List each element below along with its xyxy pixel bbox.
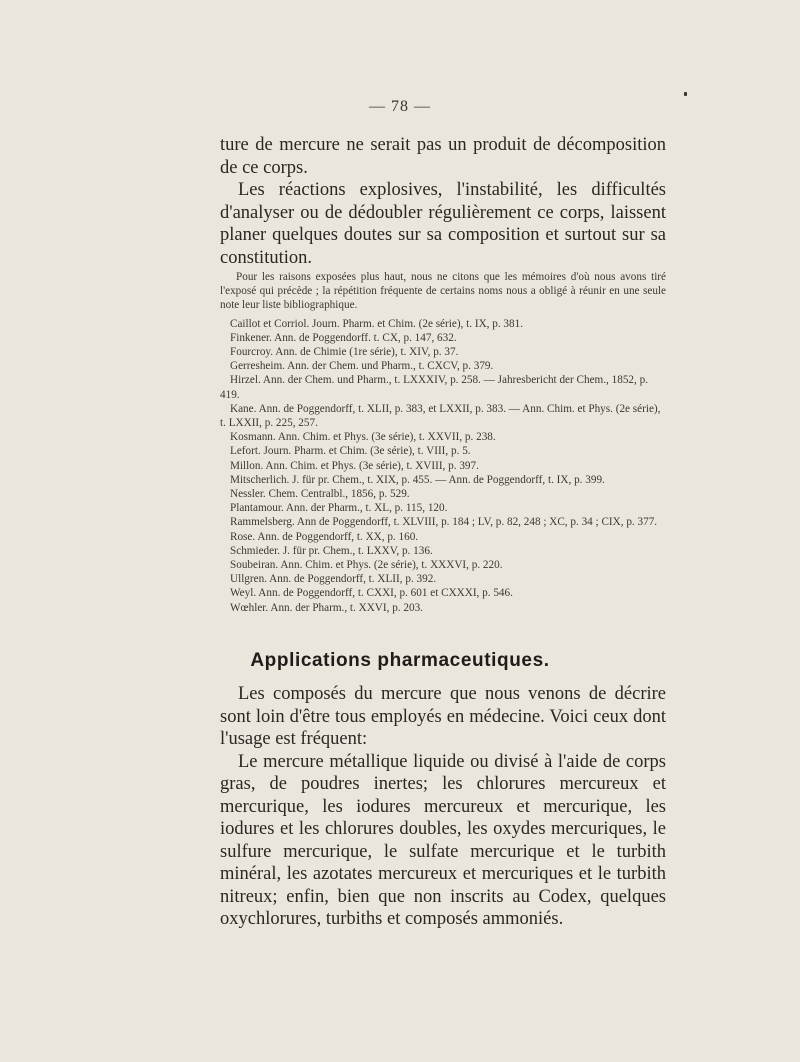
reference-entry: Ullgren. Ann. de Poggendorff, t. XLII, p. 392. [230,573,437,586]
bibliography-note [220,270,666,615]
intro-paragraph-2: Les réactions explosives, l'instabilité, les difficultés d'analyser ou de dédoubler régulièrement ce corps, laissent planer quelques doutes sur sa composition et surtout sur sa constitution. [220,180,666,268]
reference-entry: Kane. Ann. de Poggendorff, t. XLII, p. 383, et LXXII, p. 383. — Ann. Chim. et Phys. (2e série), t. LXXII, p. 225, 257. [220,402,661,430]
reference-entry: Soubeiran. Ann. Chim. et Phys. (2e série), t. XXXVI, p. 220. [230,559,503,572]
reference-entry: Finkener. Ann. de Poggendorff. t. CX, p. 147, 632. [230,331,457,344]
reference-entry: Lefort. Journ. Pharm. et Chim. (3e série), t. VIII, p. 5. [230,445,471,458]
body-paragraph-1: Les composés du mercure que nous venons de décrire sont loin d'être tous employés en médecine. Voici ceux dont l'usage est fréquent: [220,684,666,749]
reference-entry: Caillot et Corriol. Journ. Pharm. et Chim. (2e série), t. IX, p. 381. [230,317,524,330]
reference-entry: Millon. Ann. Chim. et Phys. (3e série), t. XVIII, p. 397. [230,459,479,472]
intro-paragraph-1: ture de mercure ne serait pas un produit de décomposition de ce corps. [220,135,666,178]
reference-entry: Rose. Ann. de Poggendorff, t. XX, p. 160. [230,530,419,543]
print-speck [684,92,687,96]
reference-entry: Fourcroy. Ann. de Chimie (1re série), t. XIV, p. 37. [230,346,459,359]
reference-entry: Kosmann. Ann. Chim. et Phys. (3e série), t. XXVII, p. 238. [230,431,496,444]
reference-entry: Nessler. Chem. Centralbl., 1856, p. 529. [230,488,410,501]
reference-entry: Wœhler. Ann. der Pharm., t. XXVI, p. 203. [230,601,423,614]
section-heading: Applications pharmaceutiques. [250,650,550,671]
reference-entry: Weyl. Ann. de Poggendorff, t. CXXI, p. 601 et CXXXI, p. 546. [230,587,513,600]
reference-entry: Gerresheim. Ann. der Chem. und Pharm., t. CXCV, p. 379. [230,360,494,373]
page-number: — 78 — [369,98,431,115]
body-paragraph-2: Le mercure métallique liquide ou divisé à l'aide de corps gras, de poudres inertes; les chlorures mercureux et mercurique, les iodures mercureux et mercurique, les iodures et les chlorures doubles, les oxydes mercuriques, le sulfure mercurique, le sulfate mercurique et le turbith minéral, les azotates mercureux et mercuriques et le turbith nitreux; enfin, bien que non inscrits au Codex, quelques oxychlorures, turbiths et composés ammoniés. [220,751,666,929]
reference-entry: Mitscherlich. J. für pr. Chem., t. XIX, p. 455. — Ann. de Poggendorff, t. IX, p. 399. [230,473,605,486]
section-body [220,683,666,931]
reference-entry: Schmieder. J. für pr. Chem., t. LXXV, p. 136. [230,544,433,557]
reference-entry: Hirzel. Ann. der Chem. und Pharm., t. LXXXIV, p. 258. — Jahresbericht der Chem., 1852, p. 419. [220,374,649,401]
reference-entry: Plantamour. Ann. der Pharm., t. XL, p. 115, 120. [230,502,448,515]
bibliography-intro: Pour les raisons exposées plus haut, nous ne citons que les mémoires d'où nous avons tiré l'exposé qui précède ; la répétition fréquente de certains noms nous a obligé à réunir en une seule note leur liste bibliographique. [220,271,666,312]
intro-text [220,134,666,269]
reference-entry: Rammelsberg. Ann de Poggendorff, t. XLVIII, p. 184 ; LV, p. 82, 248 ; XC, p. 34 ; CIX, p. 377. [230,516,658,529]
